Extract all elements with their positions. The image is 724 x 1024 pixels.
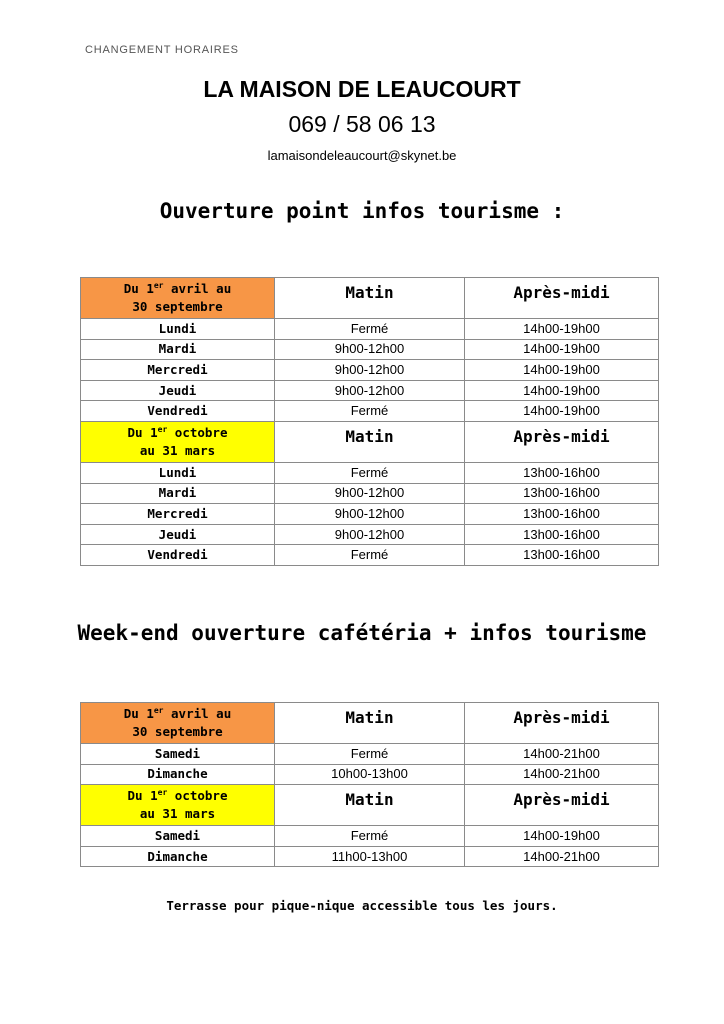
afternoon-hours-cell: 14h00-19h00 — [465, 360, 659, 381]
day-cell: Mercredi — [81, 504, 275, 525]
period-prefix: Du 1 — [123, 281, 154, 296]
schedule-row — [81, 401, 659, 422]
summer-schedule-group — [81, 703, 659, 785]
afternoon-hours-cell: 14h00-21h00 — [465, 744, 659, 765]
morning-hours-cell: Fermé — [275, 319, 465, 340]
afternoon-hours-cell: 14h00-19h00 — [465, 339, 659, 360]
picnic-note: Terrasse pour pique-nique accessible tous les jours. — [166, 898, 558, 913]
schedule-row — [81, 360, 659, 381]
morning-hours-cell: 9h00-12h00 — [275, 339, 465, 360]
afternoon-hours-cell: 13h00-16h00 — [465, 545, 659, 566]
period-suffix: octobre — [167, 788, 228, 804]
morning-hours-cell: 11h00-13h00 — [275, 846, 465, 867]
day-cell: Vendredi — [81, 401, 275, 422]
period-cell — [81, 703, 275, 744]
section-title-weekend: Week-end ouverture cafétéria + infos tourisme — [77, 621, 647, 645]
afternoon-hours-cell: 13h00-16h00 — [465, 524, 659, 545]
day-cell: Mardi — [81, 339, 275, 360]
morning-hours-cell: 9h00-12h00 — [275, 380, 465, 401]
morning-hours-cell: 10h00-13h00 — [275, 764, 465, 785]
apres-midi-header: Après-midi — [465, 278, 659, 319]
period-prefix: Du 1 — [123, 706, 154, 721]
afternoon-hours-cell: 14h00-21h00 — [465, 764, 659, 785]
summer-schedule-group — [81, 278, 659, 422]
day-cell: Jeudi — [81, 524, 275, 545]
period-line-1 — [81, 787, 274, 805]
matin-header: Matin — [275, 278, 465, 319]
apres-midi-header: Après-midi — [465, 703, 659, 744]
morning-hours-cell: 9h00-12h00 — [275, 524, 465, 545]
afternoon-hours-cell: 14h00-19h00 — [465, 401, 659, 422]
period-cell — [81, 785, 275, 826]
day-cell: Lundi — [81, 462, 275, 483]
period-prefix: Du 1 — [127, 788, 158, 804]
morning-hours-cell: 9h00-12h00 — [275, 483, 465, 504]
morning-hours-cell: Fermé — [275, 401, 465, 422]
winter-schedule-group — [81, 421, 659, 565]
matin-header: Matin — [275, 785, 465, 826]
matin-header: Matin — [275, 421, 465, 462]
schedule-row — [81, 504, 659, 525]
section-title-tourism: Ouverture point infos tourisme : — [159, 199, 565, 223]
period-header-row — [81, 785, 659, 826]
period-suffix: avril au — [163, 281, 232, 296]
morning-hours-cell: Fermé — [275, 744, 465, 765]
day-cell: Dimanche — [81, 764, 275, 785]
morning-hours-cell: 9h00-12h00 — [275, 504, 465, 525]
page-title: LA MAISON DE LEAUCOURT — [203, 76, 521, 102]
period-header-row — [81, 421, 659, 462]
period-cell — [81, 421, 275, 462]
period-superscript: er — [153, 281, 164, 290]
schedule-row — [81, 764, 659, 785]
morning-hours-cell: Fermé — [275, 826, 465, 847]
phone-number: 069 / 58 06 13 — [288, 111, 436, 137]
period-line-2: 30 septembre — [132, 724, 223, 739]
afternoon-hours-cell: 14h00-19h00 — [465, 319, 659, 340]
schedule-row — [81, 319, 659, 340]
schedule-row — [81, 462, 659, 483]
day-cell: Mardi — [81, 483, 275, 504]
morning-hours-cell: 9h00-12h00 — [275, 360, 465, 381]
apres-midi-header: Après-midi — [465, 785, 659, 826]
email-address: lamaisondeleaucourt@skynet.be — [267, 148, 457, 163]
day-cell: Dimanche — [81, 846, 275, 867]
schedule-row — [81, 826, 659, 847]
day-cell: Samedi — [81, 744, 275, 765]
afternoon-hours-cell: 13h00-16h00 — [465, 504, 659, 525]
period-line-1 — [81, 280, 274, 298]
morning-hours-cell: Fermé — [275, 462, 465, 483]
period-superscript: er — [157, 424, 168, 434]
period-header-row — [81, 278, 659, 319]
afternoon-hours-cell: 14h00-19h00 — [465, 380, 659, 401]
period-line-2: au 31 mars — [139, 806, 216, 822]
day-cell: Mercredi — [81, 360, 275, 381]
schedule-row — [81, 483, 659, 504]
period-suffix: octobre — [167, 424, 228, 440]
period-superscript: er — [153, 706, 164, 715]
day-cell: Lundi — [81, 319, 275, 340]
schedule-row — [81, 846, 659, 867]
period-superscript: er — [157, 788, 168, 798]
winter-schedule-group — [81, 785, 659, 867]
period-line-2: 30 septembre — [132, 299, 223, 314]
day-cell: Jeudi — [81, 380, 275, 401]
header-tag: CHANGEMENT HORAIRES — [85, 44, 239, 56]
afternoon-hours-cell: 13h00-16h00 — [465, 462, 659, 483]
apres-midi-header: Après-midi — [465, 421, 659, 462]
afternoon-hours-cell: 14h00-19h00 — [465, 826, 659, 847]
afternoon-hours-cell: 13h00-16h00 — [465, 483, 659, 504]
schedule-row — [81, 524, 659, 545]
day-cell: Samedi — [81, 826, 275, 847]
schedule-row — [81, 380, 659, 401]
morning-hours-cell: Fermé — [275, 545, 465, 566]
matin-header: Matin — [275, 703, 465, 744]
day-cell: Vendredi — [81, 545, 275, 566]
schedule-row — [81, 339, 659, 360]
schedule-row — [81, 545, 659, 566]
weekday-schedule-table — [80, 277, 659, 566]
schedule-row — [81, 744, 659, 765]
period-header-row — [81, 703, 659, 744]
period-line-1 — [81, 705, 274, 723]
weekend-schedule-table — [80, 702, 659, 867]
period-line-1 — [81, 424, 274, 442]
afternoon-hours-cell: 14h00-21h00 — [465, 846, 659, 867]
period-cell — [81, 278, 275, 319]
period-prefix: Du 1 — [127, 424, 158, 440]
period-suffix: avril au — [163, 706, 232, 721]
period-line-2: au 31 mars — [139, 442, 216, 458]
